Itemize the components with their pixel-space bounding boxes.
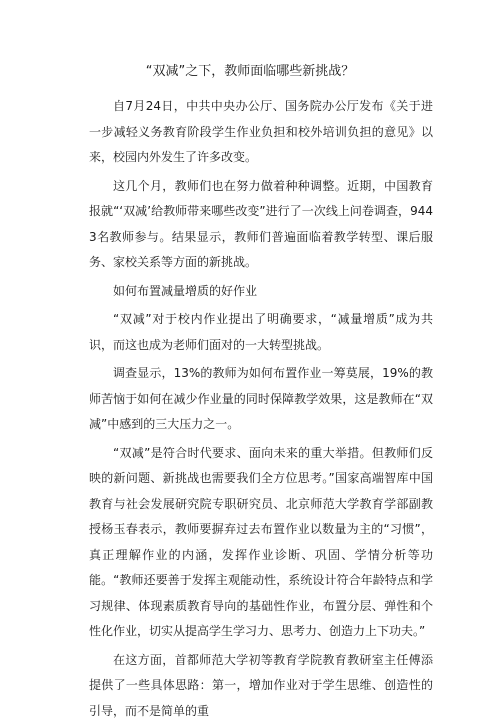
paragraph: “双减”是符合时代要求、面向未来的重大举措。但教师们反映的新问题、新挑战也需要我们全方位思考。”国家高端智库中国教育与社会发展研究院专职研究员、北京师范大学教育学部副教授杨玉春表示，教师要摒弃过去布置作业以数量为主的“习惯”，真正理解作业的内涵，发挥作业诊断、巩固、学情分析等功能。“教师还要善于发挥主观能动性，系统设计符合年龄特点和学习规律、体现素质教育导向的基础性作业，布置分层、弹性和个性化作业，切实从提高学生学习力、思考力、创造力上下功夫。”	[89, 445, 433, 638]
paragraph: 这几个月，教师们也在努力做着种种调整。近期，中国教育报就“‘双减’给教师带来哪些改变”进行了一次线上问卷调查，9443名教师参与。结果显示，教师们普遍面临着教学转型、课后服务、家校关系等方面的新挑战。	[89, 178, 433, 269]
paragraph: “双减”对于校内作业提出了明确要求，“减量增质”成为共识，而这也成为老师们面对的一大转型挑战。	[89, 312, 433, 352]
paragraph: 调查显示，13%的教师为如何布置作业一筹莫展，19%的教师苦恼于如何在减少作业量的同时保障教学效果，这是教师在“双减”中感到的三大压力之一。	[89, 366, 433, 431]
paragraph: 在这方面，首都师范大学初等教育学院教育教研室主任傅添提供了一些具体思路：第一，增加作业对于学生思维、创造性的引导，而不是简单的重	[89, 652, 433, 718]
article-body	[89, 94, 433, 727]
article-title: “双减”之下，教师面临哪些新挑战？	[145, 64, 355, 79]
section-heading: 如何布置减量增质的好作业	[113, 283, 258, 298]
paragraph: 自7月24日，中共中央办公厅、国务院办公厅发布《关于进一步减轻义务教育阶段学生作业负担和校外培训负担的意见》以来，校园内外发生了许多改变。	[89, 99, 433, 164]
